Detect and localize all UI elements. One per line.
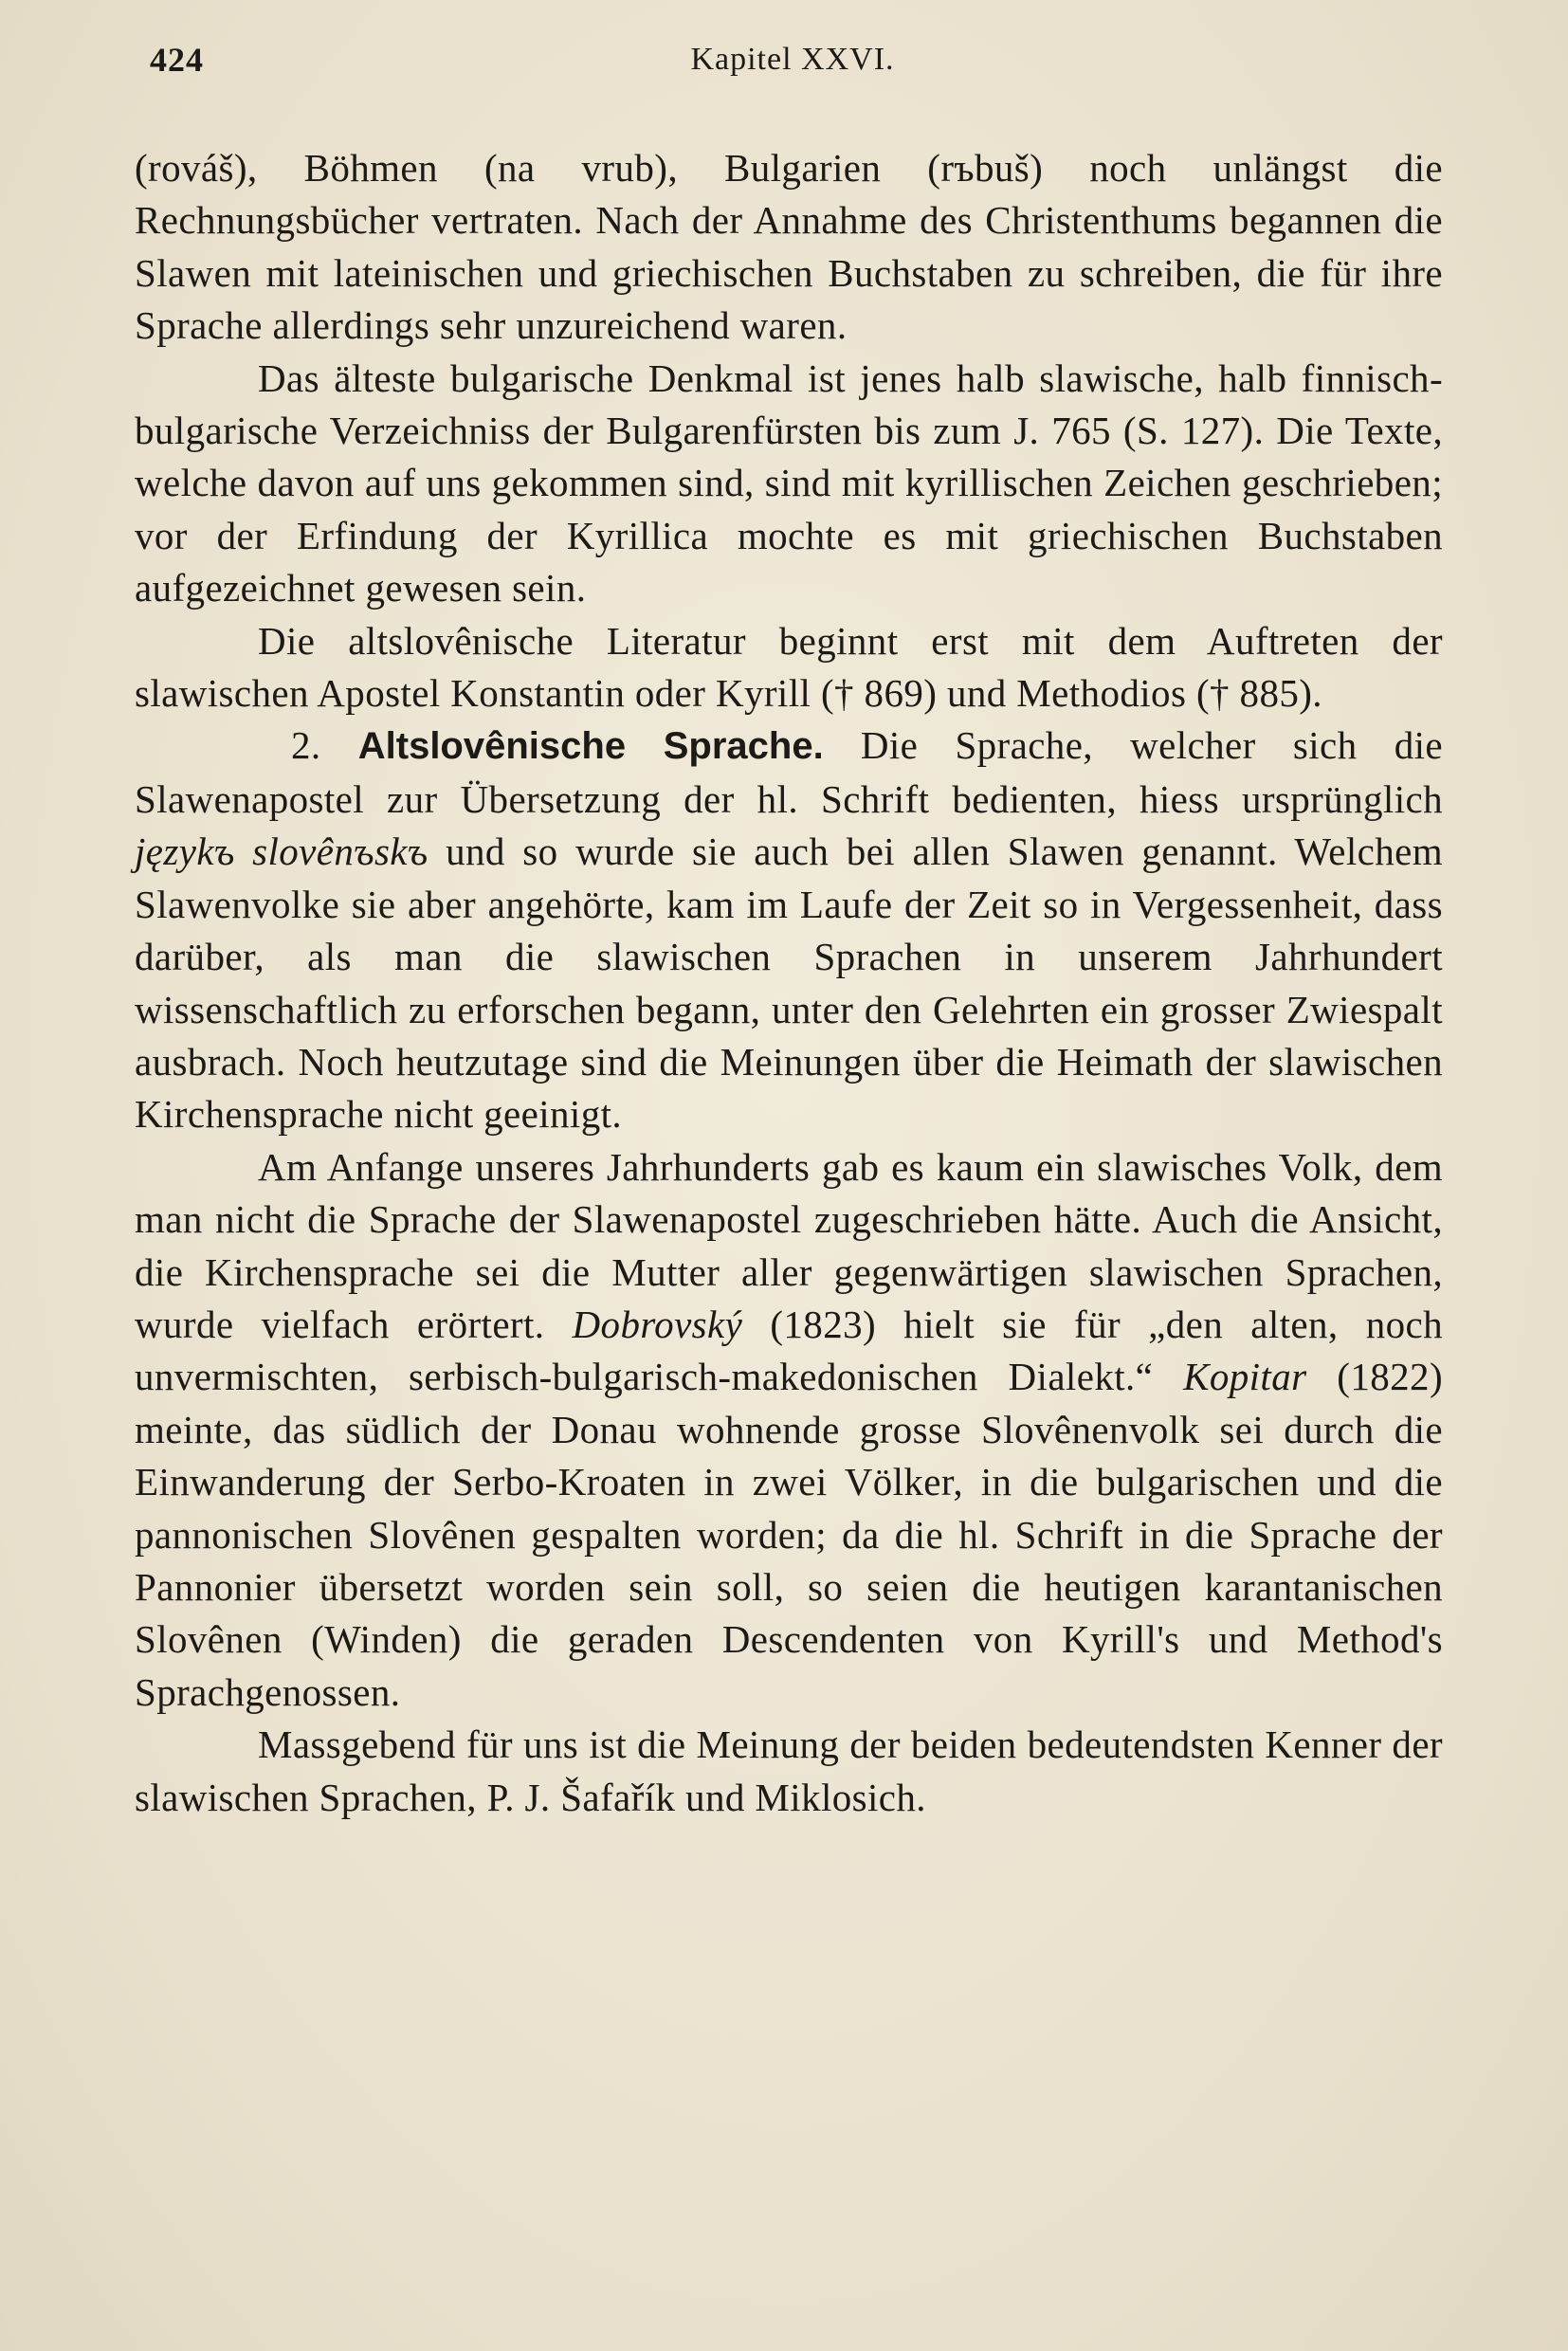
paragraph-text: und so wurde sie auch bei allen Slawen genannt. Welchem Slawenvolke sie aber angehörte, kam im Laufe der Zeit so in Vergessenheit, dass darüber, als man die slawischen Sprachen in unserem Jahrhundert wissenschaftlich zu erforschen begann, unter den Gelehrten ein grosser Zwiespalt ausbrach. Noch heutzutage sind die Meinungen über die Heimath der slawischen Kirchensprache nicht geeinigt. (135, 829, 1443, 1137)
paragraph-text: (1823) hielt sie für „den alten, noch unvermischten, serbisch-bulgarisch-makedonischen Dialekt.“ (135, 1302, 1443, 1399)
paragraph-bulgarian-monument (135, 353, 1443, 615)
paragraph-text: (rováš), Böhmen (na vrub), Bulgarien (rъbuš) noch unlängst die Rechnungsbücher vertraten. Nach der Annahme des Christenthums begannen die Slawen mit lateinischen und griechischen Buchstaben zu schreiben, die für ihre Sprache allerdings sehr unzureichend waren. (135, 146, 1443, 348)
section-number: 2. (291, 723, 321, 768)
italic-term: językъ slovênъskъ (135, 829, 428, 874)
paragraph-authoritative-opinion (135, 1719, 1443, 1824)
paragraph-text: Die altslovênische Literatur beginnt erst mit dem Auftreten der slawischen Apostel Konstantin oder Kyrill († 869) und Methodios († 885). (135, 618, 1443, 716)
paragraph-text: Die Sprache, welcher sich die Slawenapostel zur Übersetzung der hl. Schrift bedienten, hiess ursprünglich (135, 723, 1443, 821)
paragraph-text: (1822) meinte, das südlich der Donau wohnende grosse Slovênenvolk sei durch die Einwanderung der Serbo-Kroaten in zwei Völker, in die bulgarischen und die pannonischen Slovênen gespalten worden; da die hl. Schrift in die Sprache der Pannonier übersetzt worden sein soll, so seien die heutigen karantanischen Slovênen (Winden) die geraden Descendenten von Kyrill's und Method's Sprachgenossen. (135, 1355, 1443, 1714)
author-name-dobrovsky: Dobrovský (572, 1302, 743, 1346)
page-number: 424 (150, 41, 204, 79)
running-head: Kapitel XXVI. (690, 42, 895, 77)
page-header (138, 40, 1447, 87)
paragraph-century-opinions (135, 1141, 1443, 1719)
body-text (135, 142, 1443, 1824)
author-name-kopitar: Kopitar (1183, 1355, 1307, 1399)
paragraph-text: Massgebend für uns ist die Meinung der beiden bedeutendsten Kenner der slawischen Sprachen, P. J. Šafařík und Miklosich. (135, 1722, 1443, 1819)
paragraph-old-slovene-literature (135, 615, 1443, 720)
section-old-slovene-language (135, 720, 1443, 1140)
section-heading: Altslovênische Sprache. (357, 725, 824, 768)
paragraph-text: Am Anfange unseres Jahrhunderts gab es kaum ein slawisches Volk, dem man nicht die Sprache der Slawenapostel zugeschrieben hätte. Auch die Ansicht, die Kirchensprache sei die Mutter aller gegenwärtigen slawischen Sprachen, wurde vielfach erörtert. (135, 1144, 1443, 1346)
paragraph-continuation (135, 142, 1443, 353)
paragraph-text: Das älteste bulgarische Denkmal ist jenes halb slawische, halb finnisch-bulgarische Verzeichniss der Bulgarenfürsten bis zum J. 765 (S. 127). Die Texte, welche davon auf uns gekommen sind, sind mit kyrillischen Zeichen geschrieben; vor der Erfindung der Kyrillica mochte es mit griechischen Buchstaben aufgezeichnet gewesen sein. (135, 355, 1443, 611)
